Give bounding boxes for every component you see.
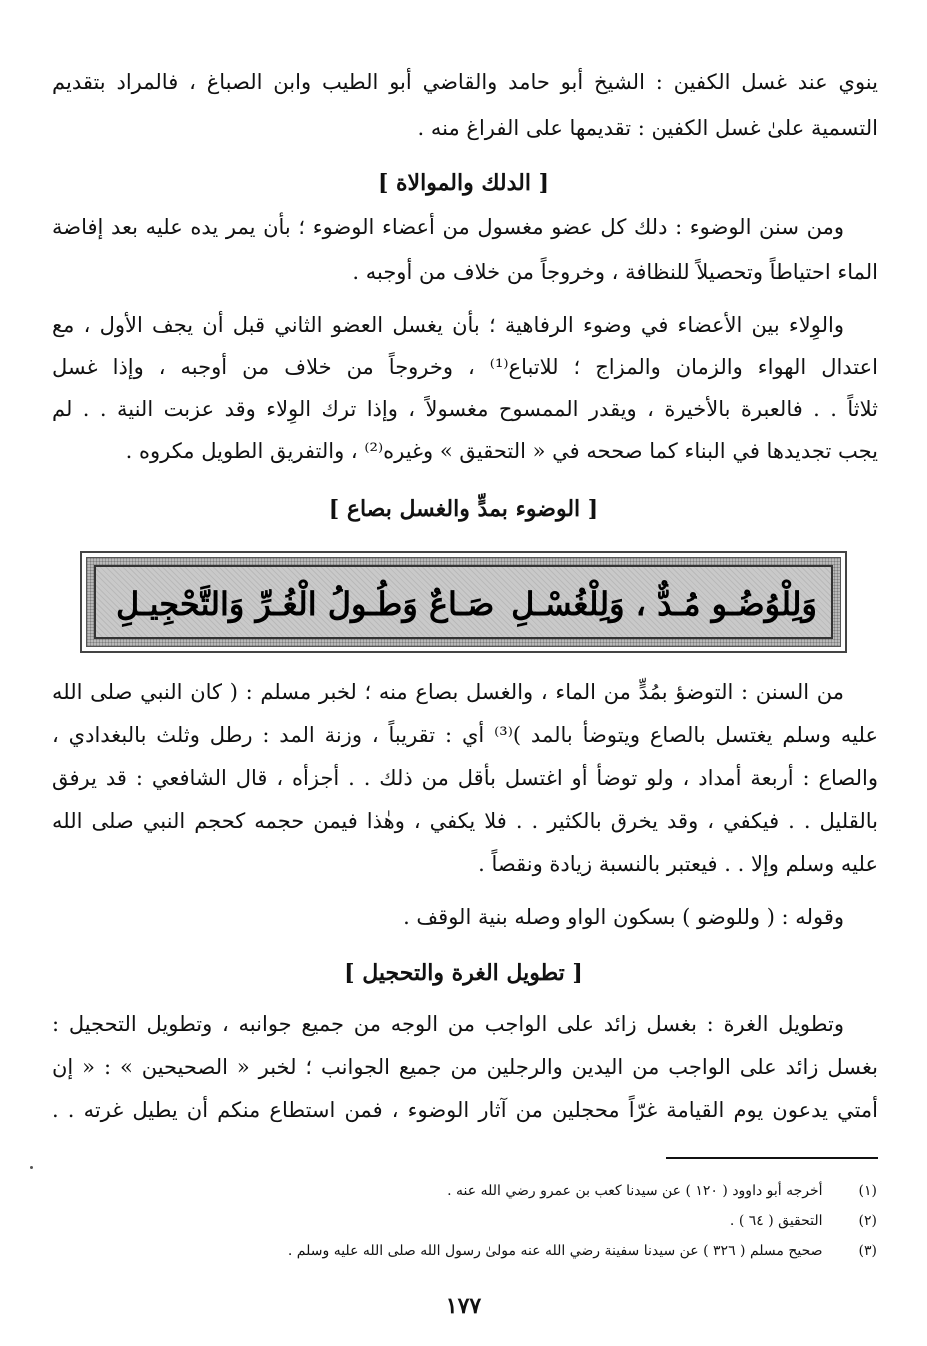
text-line: عليه وسلم وإلا . . فيعتبر بالنسبة زيادة ونقصاً . — [478, 852, 878, 876]
verse-first-half: وَلِلْوُضُـو مُـدٌّ ، وَلِلْغُسْـلِ — [511, 585, 817, 623]
text-line: اعتدال الهواء والزمان والمزاج ؛ للاتباع⁽¹⁾ ، وخروجاً من خلاف من أوجبه ، وإذا غسل — [52, 355, 879, 379]
footnote-text: أخرجه أبو داوود ( ١٢٠ ) عن سيدنا كعب بن عمرو رضي الله عنه . — [447, 1183, 823, 1199]
text-line: بالقليل . . فيكفي ، وقد يخرق بالكثير . . فلا يكفي ، وهٰذا فيمن حجمه كحجم النبي صلى الله — [52, 809, 878, 833]
text-line: والصاع : أربعة أمداد ، ولو توضأ أو اغتسل بأقل من ذلك . . أجزأه ، قال الشافعي : قد يرفق — [52, 766, 878, 790]
text-line: والوِلاء بين الأعضاء في وضوء الرفاهية ؛ بأن يغسل العضو الثاني قبل أن يجف الأول ، مع — [52, 313, 844, 337]
text-line: ومن سنن الوضوء : دلك كل عضو مغسول من أعضاء الوضوء ؛ بأن يمر يده عليه بعد إفاضة — [52, 215, 844, 239]
footnote-number: (٢) — [858, 1213, 877, 1229]
text-line: وقوله : ( وللوضو ) بسكون الواو وصله بنية الوقف . — [403, 905, 844, 929]
footnote-text: صحيح مسلم ( ٣٢٦ ) عن سيدنا سفينة رضي الله عنه مولىٰ رسول الله صلى الله عليه وسلم . — [287, 1243, 823, 1259]
section-heading: [ الوضوء بمدٍّ والغسل بصاع ] — [328, 496, 599, 522]
scan-speck — [30, 1166, 33, 1169]
text-line: أمتي يدعون يوم القيامة غرّاً محجلين من آثار الوضوء ، فمن استطاع منكم أن يطيل غرته . . — [52, 1098, 878, 1122]
text-line: ينوي عند غسل الكفين : الشيخ أبو حامد والقاضي أبو الطيب وابن الصباغ ، فالمراد بتقديم — [52, 70, 878, 94]
footnote — [57, 1213, 877, 1229]
section-heading: [ الدلك والموالاة ] — [377, 170, 550, 196]
verse-box — [80, 551, 847, 653]
text-line: عليه وسلم يغتسل بالصاع ويتوضأ بالمد )⁽³⁾ أي : تقريباً ، وزنة المد : رطل وثلث بالبغدادي ، — [52, 723, 878, 747]
footnote-number: (١) — [858, 1183, 877, 1199]
page-number: ١٧٧ — [445, 1293, 482, 1319]
text-line: الماء احتياطاً وتحصيلاً للنظافة ، وخروجاً من خلاف من أوجبه . — [352, 260, 878, 284]
footnote-separator — [666, 1157, 878, 1159]
footnote — [57, 1183, 877, 1199]
section-heading: [ تطويل الغرة والتحجيل ] — [344, 960, 583, 986]
text-line: وتطويل الغرة : بغسل زائد على الواجب من الوجه من جميع جوانبه ، وتطويل التحجيل : — [52, 1012, 844, 1036]
verse-second-half: صَـاعٌ وَطُـولُ الْغُـرِّ وَالتَّحْجِيـلِ — [116, 585, 495, 623]
text-line: بغسل زائد على الواجب من اليدين والرجلين من جميع الجوانب ؛ لخبر « الصحيحين » : « إن — [52, 1055, 878, 1079]
verse-frame-inner — [94, 565, 833, 639]
text-line: ثلاثاً . . فالعبرة بالأخيرة ، ويقدر الممسوح مغسولاً ، وإذا ترك الوِلاء وقد عزبت النية . . لم — [52, 397, 878, 421]
footnote — [57, 1243, 877, 1259]
footnote-number: (٣) — [858, 1243, 877, 1259]
text-line: يجب تجديدها في البناء كما صححه في « التحقيق » وغيره⁽²⁾ ، والتفريق الطويل مكروه . — [125, 439, 878, 463]
footnote-text: التحقيق ( ٦٤ ) . — [729, 1213, 823, 1229]
text-line: من السنن : التوضؤ بمُدٍّ من الماء ، والغسل بصاع منه ؛ لخبر مسلم : ( كان النبي صلى الله — [52, 680, 844, 704]
text-line: التسمية علىٰ غسل الكفين : تقديمها على الفراغ منه . — [417, 116, 878, 140]
